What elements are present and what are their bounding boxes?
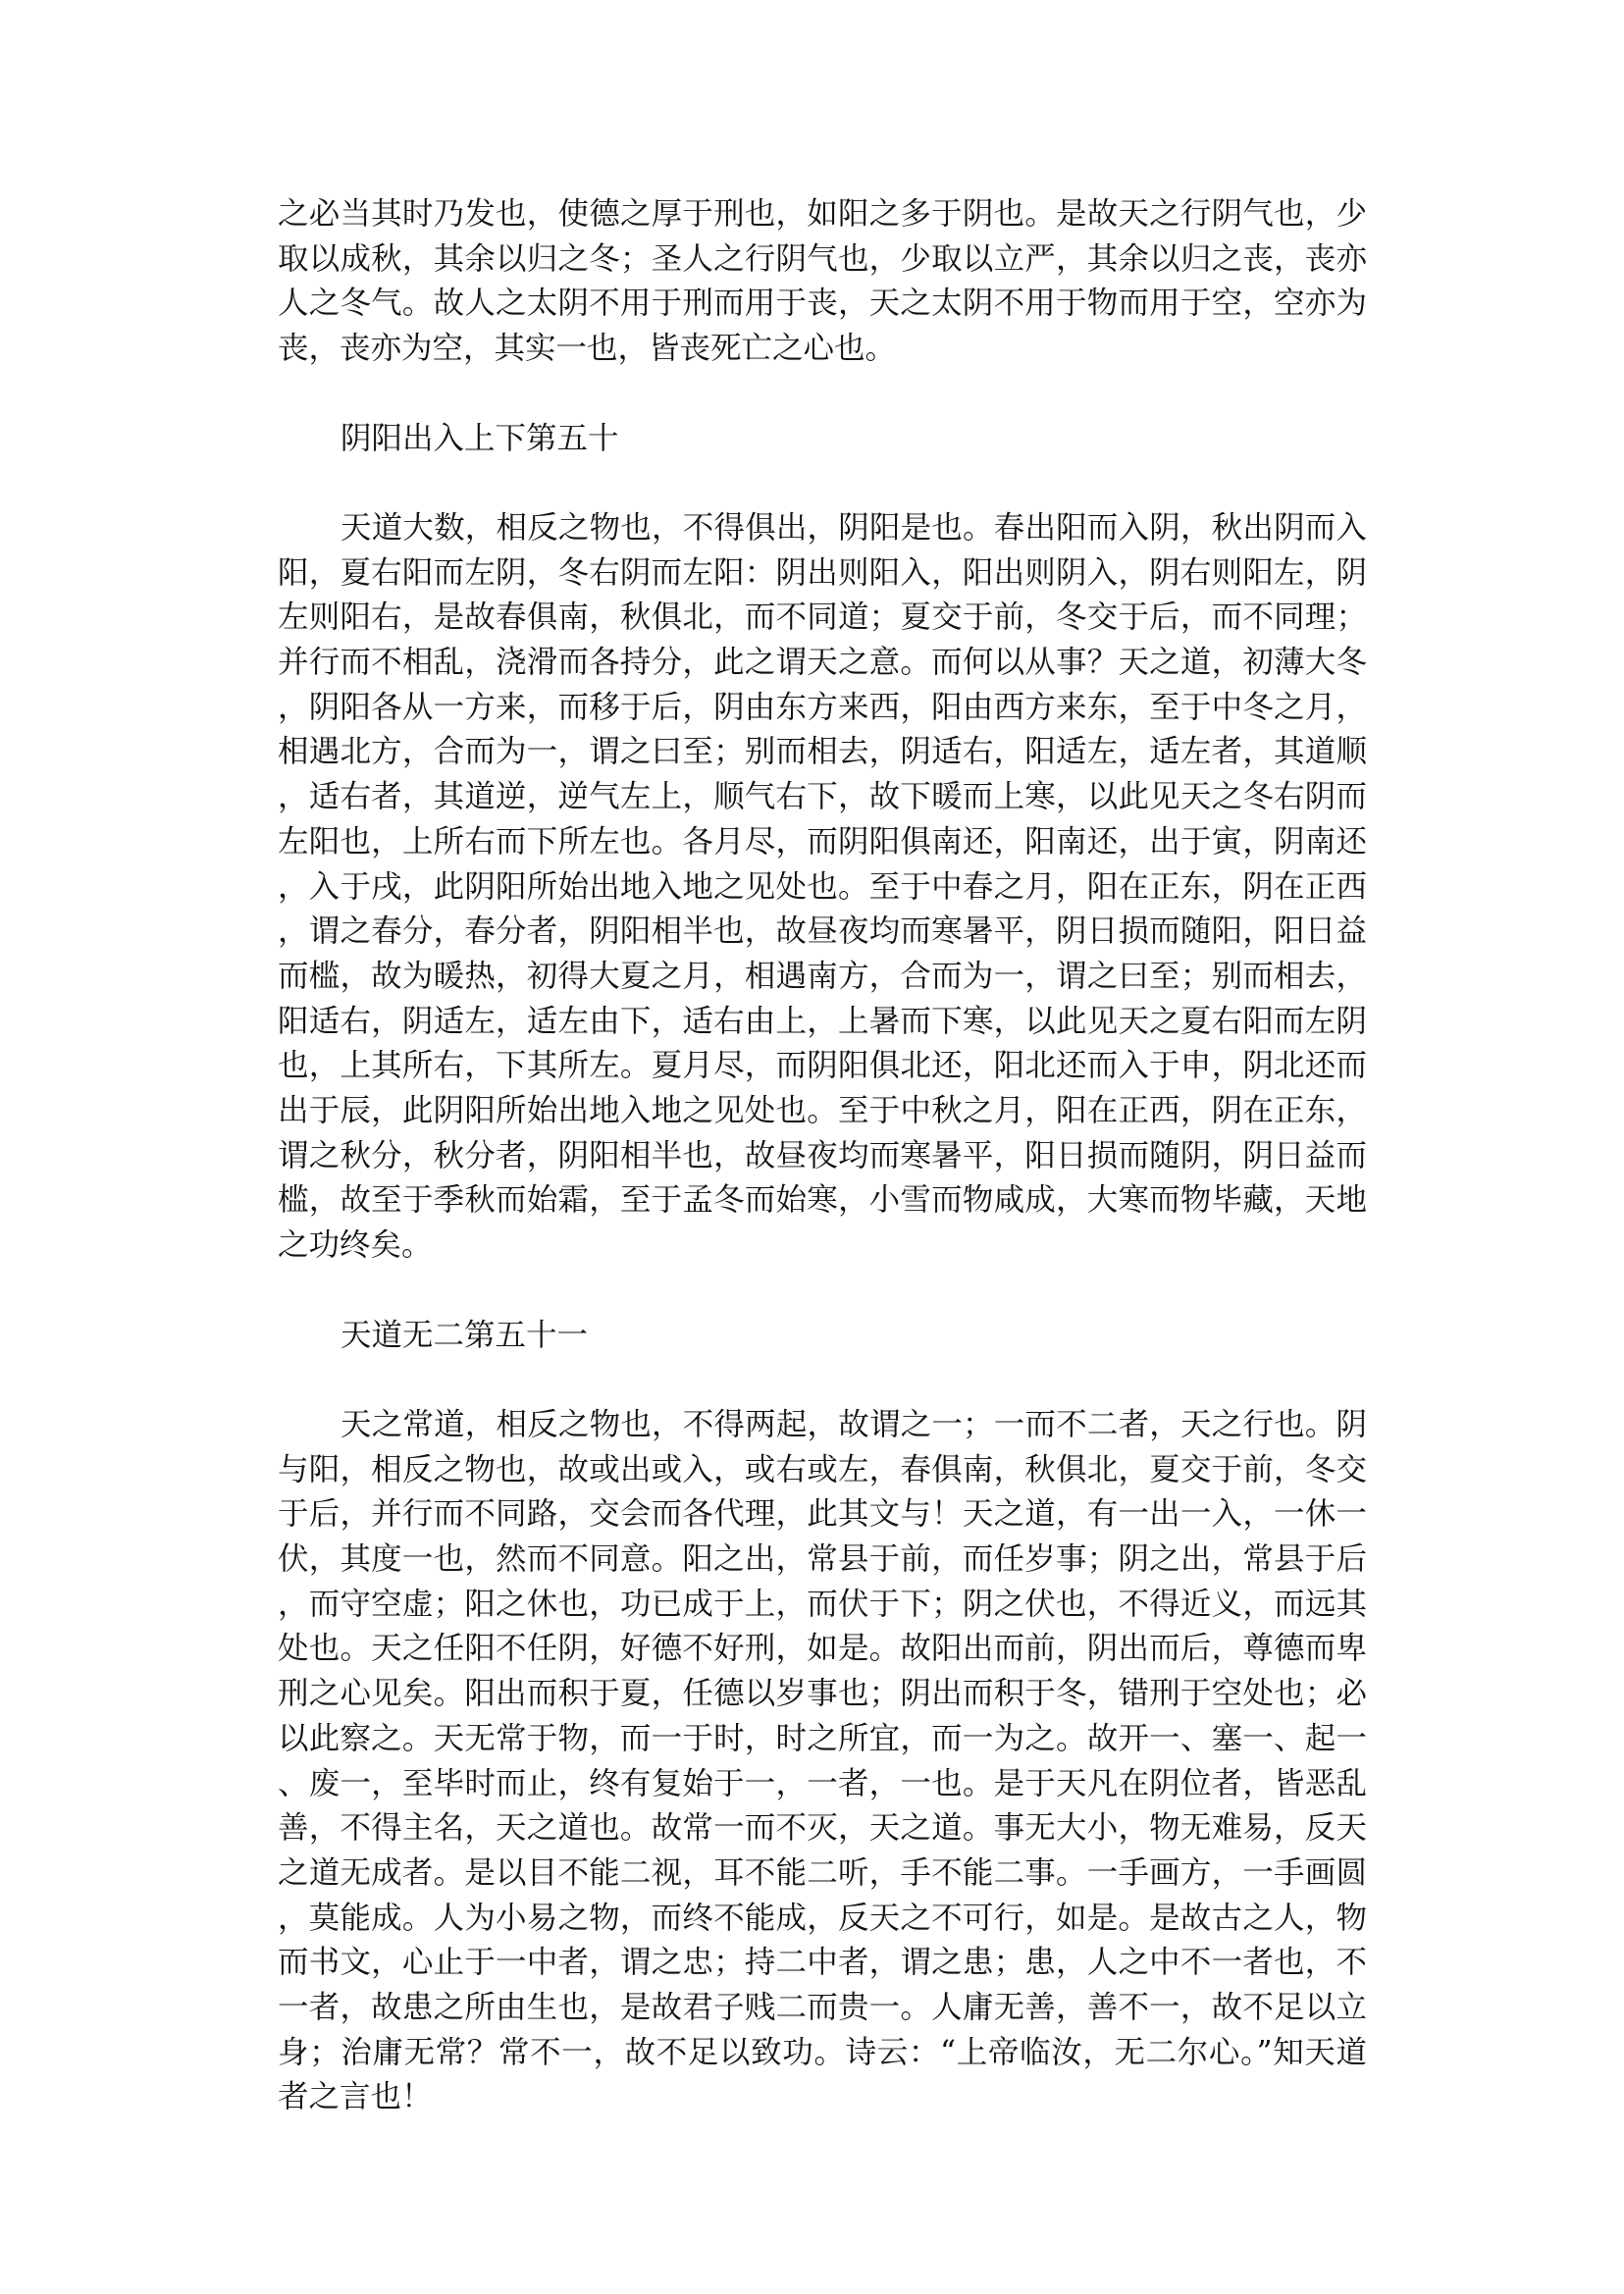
chapter-heading-51: 天道无二第五十一 [341, 1317, 589, 1353]
paragraph-chapter-50: 天道大数，相反之物也，不得俱出，阴阳是也。春出阳而入阴，秋出阴而入阳，夏右阳而左阴，冬右阴而左阳：阴出则阳入，阳出则阴入，阴右则阳左，阴左则阳右，是故春俱南，秋俱北，而不同道；夏交于前，冬交于后，而不同理；并行而不相乱，浇滑而各持分，此之谓天之意。而何以从事？天之道，初薄大冬，阴阳各从一方来，而移于后，阴由东方来西，阳由西方来东，至于中冬之月，相遇北方，合而为一，谓之曰至；别而相去，阴适右，阳适左，适左者，其道顺，适右者，其道逆，逆气左上，顺气右下，故下暖而上寒，以此见天之冬右阴而左阳也，上所右而下所左也。各月尽，而阴阳俱南还，阳南还，出于寅，阴南还，入于戌，此阴阳所始出地入地之见处也。至于中春之月，阳在正东，阴在正西，谓之春分，春分者，阴阳相半也，故昼夜均而寒暑平，阴日损而随阳，阳日益而槛，故为暖热，初得大夏之月，相遇南方，合而为一，谓之曰至；别而相去，阳适右，阴适左，适左由下，适右由上，上暑而下寒，以此见天之夏右阳而左阴也，上其所右，下其所左。夏月尽，而阴阳俱北还，阳北还而入于申，阴北还而出于辰，此阴阳所始出地入地之见处也。至于中秋之月，阳在正西，阴在正东，谓之秋分，秋分者，阴阳相半也，故昼夜均而寒暑平，阳日损而随阴，阴日益而槛，故至于季秋而始霜，至于孟冬而始寒，小雪而物咸成，大寒而物毕藏，天地之功终矣。 [278, 509, 1367, 1264]
paragraph-continuation: 之必当其时乃发也，使德之厚于刑也，如阳之多于阴也。是故天之行阴气也，少取以成秋，其余以归之冬；圣人之行阴气也，少取以立严，其余以归之丧，丧亦人之冬气。故人之太阴不用于刑而用于丧，天之太阴不用于物而用于空，空亦为丧，丧亦为空，其实一也，皆丧死亡之心也。 [278, 196, 1367, 367]
chapter-heading-50: 阴阳出入上下第五十 [341, 420, 619, 456]
paragraph-gap [278, 1269, 1367, 1314]
paragraph-chapter-51: 天之常道，相反之物也，不得两起，故谓之一；一而不二者，天之行也。阴与阳，相反之物也，故或出或入，或右或左，春俱南，秋俱北，夏交于前，冬交于后，并行而不同路，交会而各代理，此其文与！天之道，有一出一入，一休一伏，其度一也，然而不同意。阳之出，常县于前，而任岁事；阴之出，常县于后，而守空虚；阳之休也，功已成于上，而伏于下；阴之伏也，不得近义，而远其处也。天之任阳不任阴，好德不好刑，如是。故阳出而前，阴出而后，尊德而卑刑之心见矣。阳出而积于夏，任德以岁事也；阴出而积于冬，错刑于空处也；必以此察之。天无常于物，而一于时，时之所宜，而一为之。故开一、塞一、起一、废一，至毕时而止，终有复始于一，一者，一也。是于天凡在阴位者，皆恶乱善，不得主名，天之道也。故常一而不灭，天之道。事无大小，物无难易，反天之道无成者。是以目不能二视，耳不能二听，手不能二事。一手画方，一手画圆，莫能成。人为小易之物，而终不能成，反天之不可行，如是。是故古之人，物而书文，心止于一中者，谓之忠；持二中者，谓之患；患，人之中不一者也，不一者，故患之所由生也，是故君子贱二而贵一。人庸无善，善不一，故不足以立身；治庸无常？常不一，故不足以致功。诗云：“上帝临汝，无二尔心。”知天道者之言也！ [278, 1406, 1367, 2115]
document-body [278, 192, 1367, 2120]
paragraph-gap [278, 372, 1367, 417]
paragraph-gap [278, 461, 1367, 506]
paragraph-gap [278, 1358, 1367, 1403]
